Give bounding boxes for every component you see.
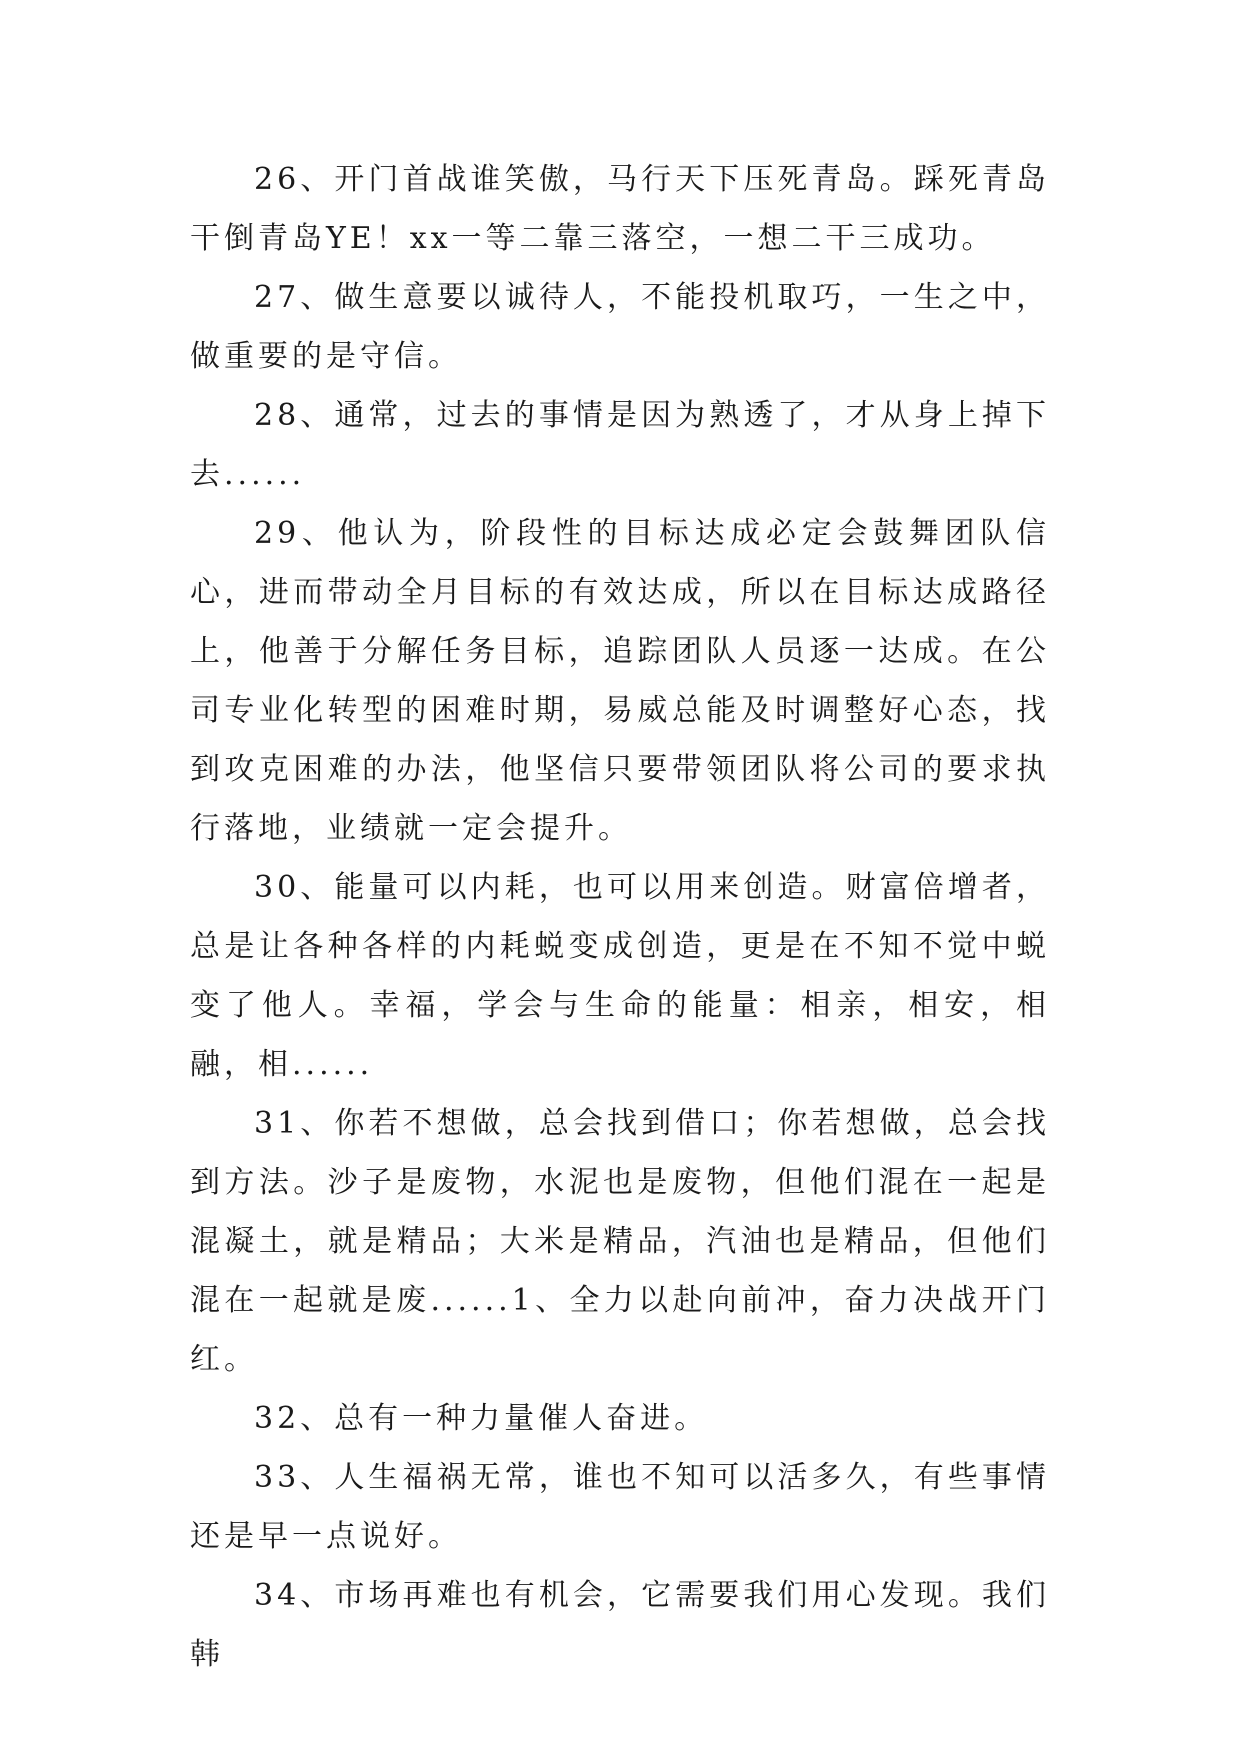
paragraph-27: 27、做生意要以诚待人，不能投机取巧，一生之中，做重要的是守信。: [190, 280, 1050, 374]
paragraph-34: 34、市场再难也有机会，它需要我们用心发现。我们韩: [190, 1578, 1050, 1672]
document-body: [190, 150, 1050, 1684]
paragraph-28: 28、通常，过去的事情是因为熟透了，才从身上掉下去......: [190, 398, 1050, 492]
paragraph-32: 32、总有一种力量催人奋进。: [254, 1401, 709, 1436]
paragraph-33: 33、人生福祸无常，谁也不知可以活多久，有些事情还是早一点说好。: [190, 1460, 1050, 1554]
paragraph-26: 26、开门首战谁笑傲，马行天下压死青岛。踩死青岛干倒青岛YE！xx一等二靠三落空，一想二干三成功。: [190, 162, 1050, 256]
paragraph-31: 31、你若不想做，总会找到借口；你若想做，总会找到方法。沙子是废物，水泥也是废物，但他们混在一起是混凝土，就是精品；大米是精品，汽油也是精品，但他们混在一起就是废......1、全力以赴向前冲，奋力决战开门红。: [190, 1106, 1050, 1377]
paragraph-30: 30、能量可以内耗，也可以用来创造。财富倍增者，总是让各种各样的内耗蜕变成创造，更是在不知不觉中蜕变了他人。幸福，学会与生命的能量：相亲，相安，相融，相......: [190, 870, 1050, 1082]
paragraph-29: 29、他认为，阶段性的目标达成必定会鼓舞团队信心，进而带动全月目标的有效达成，所以在目标达成路径上，他善于分解任务目标，追踪团队人员逐一达成。在公司专业化转型的困难时期，易威总能及时调整好心态，找到攻克困难的办法，他坚信只要带领团队将公司的要求执行落地，业绩就一定会提升。: [190, 516, 1050, 846]
